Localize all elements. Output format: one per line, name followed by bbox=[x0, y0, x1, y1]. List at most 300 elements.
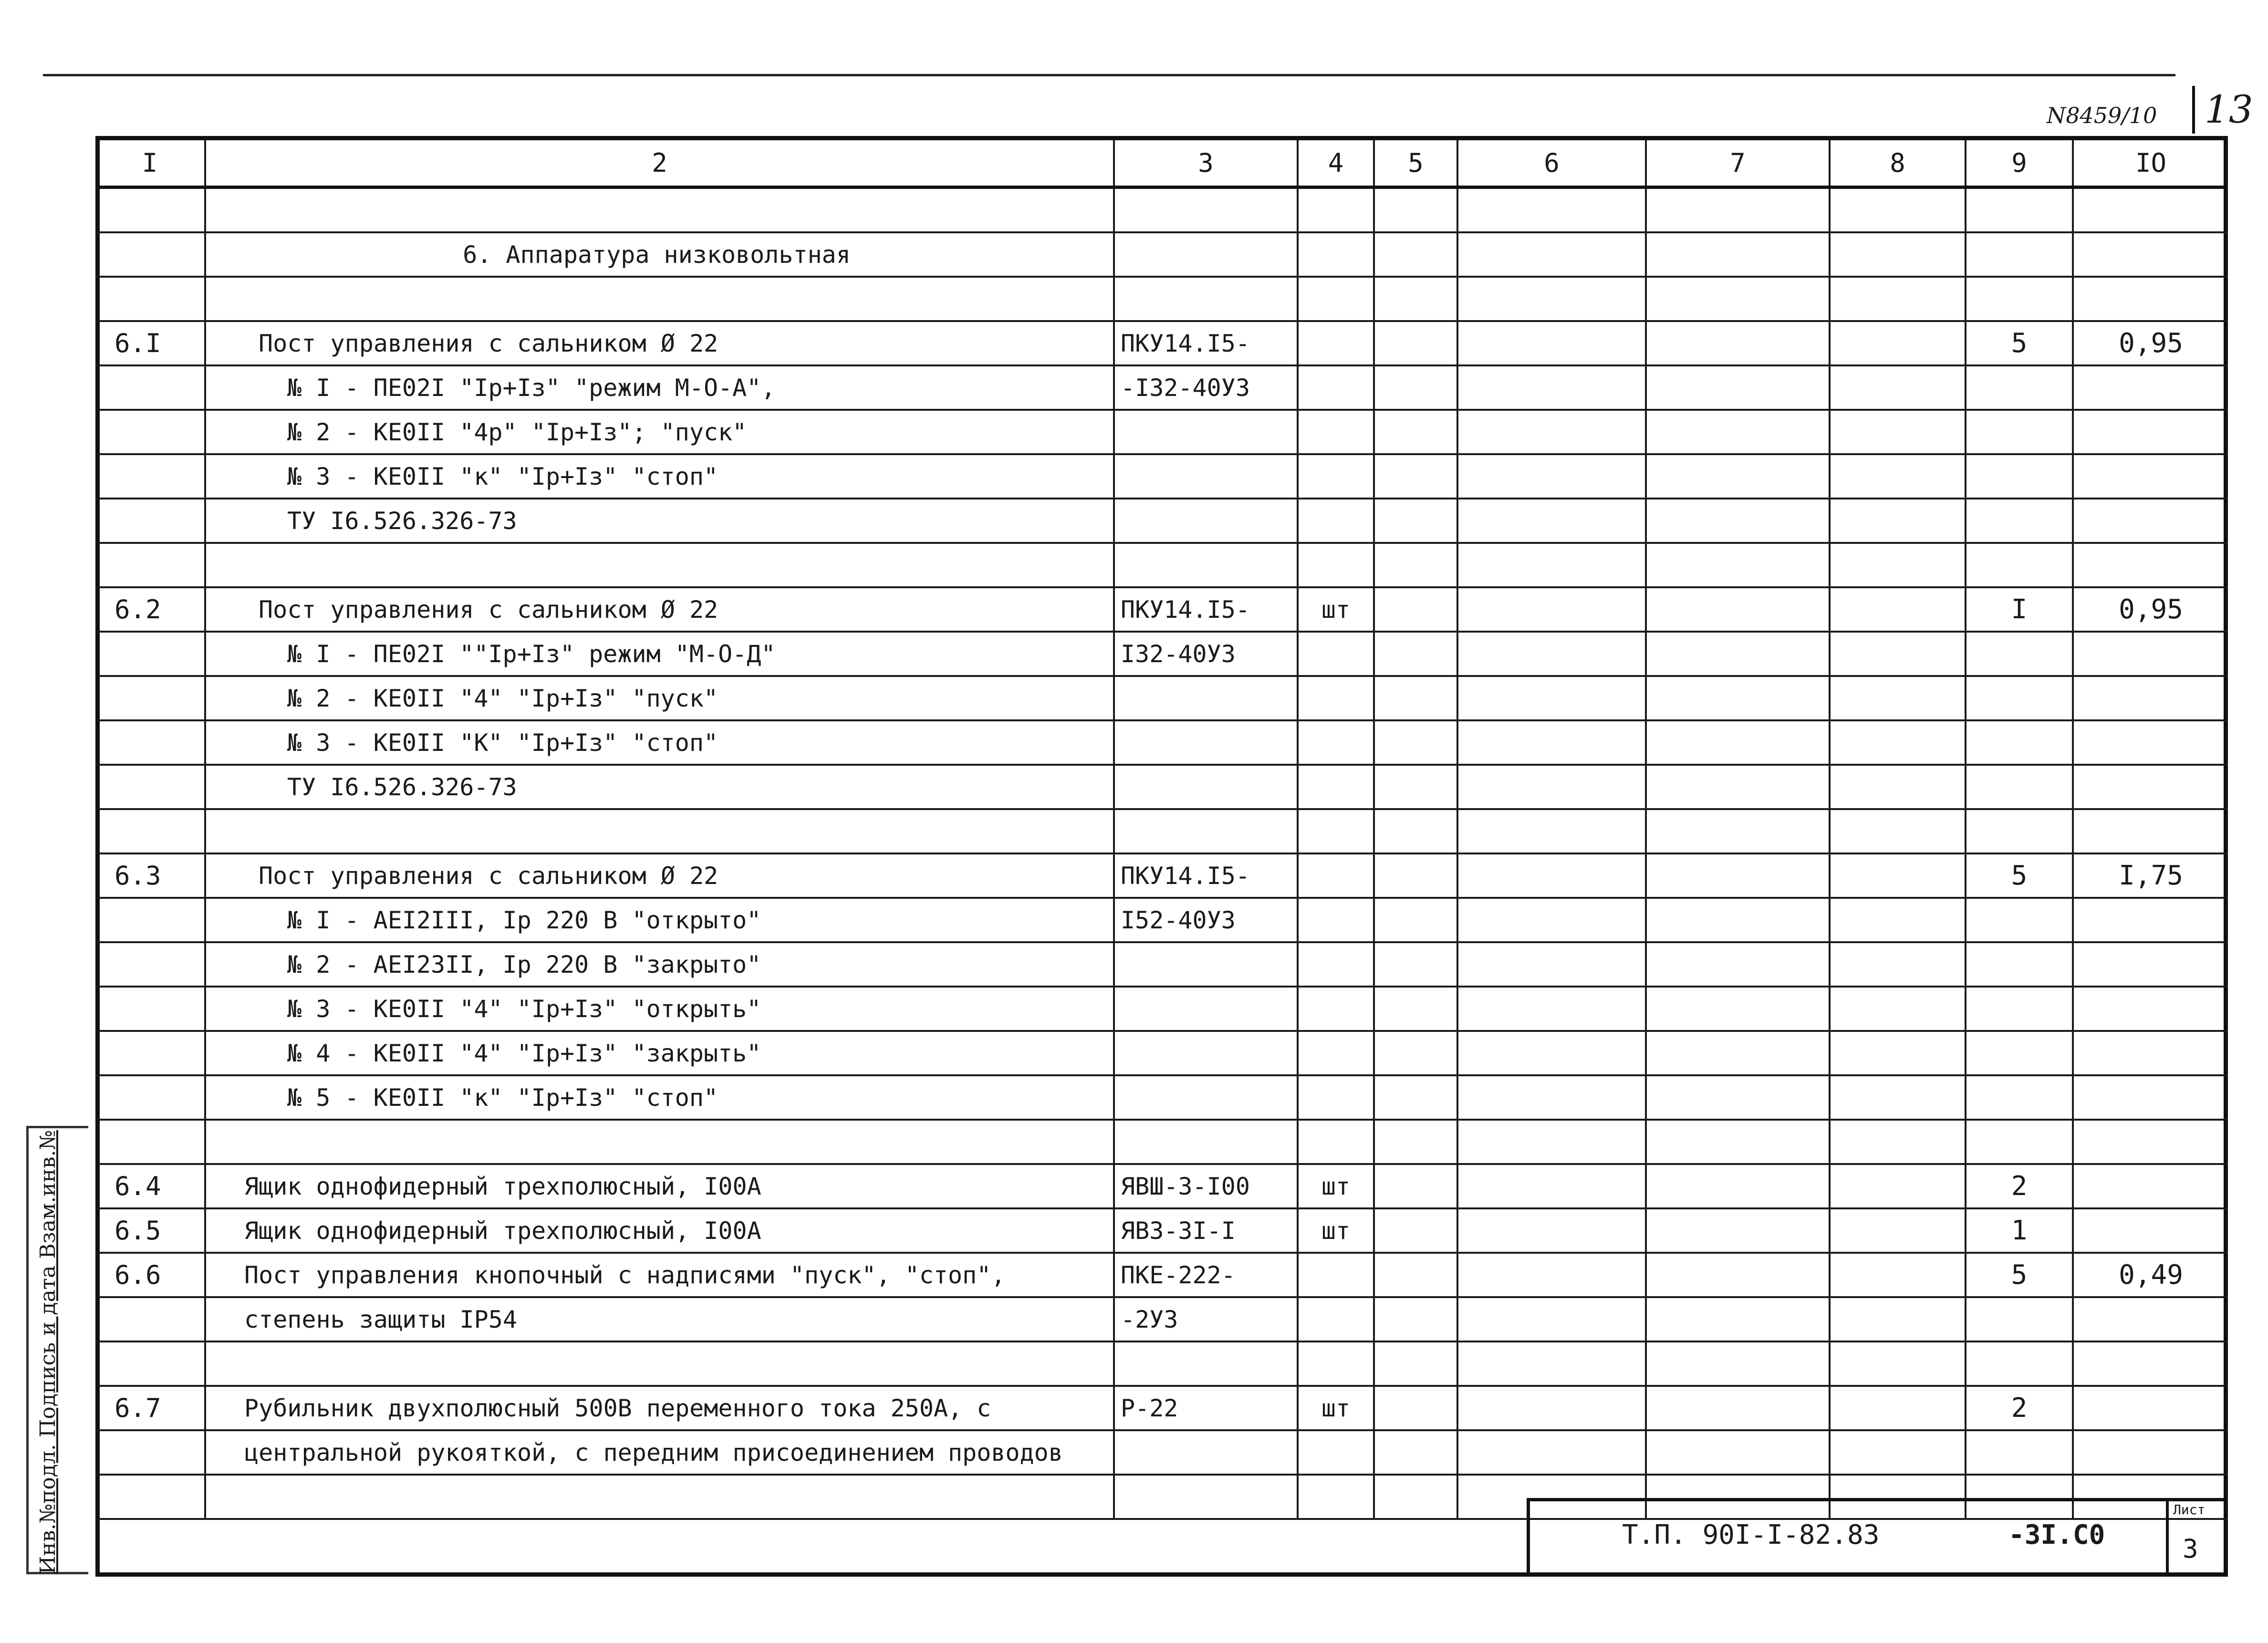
table-row bbox=[95, 277, 2228, 321]
quantity-cell: 1 bbox=[1966, 1208, 2073, 1253]
empty-cell bbox=[1646, 1386, 1830, 1430]
empty-cell bbox=[1457, 1075, 1646, 1120]
unit-cell bbox=[1298, 499, 1374, 543]
unit-cell: шт bbox=[1298, 1386, 1374, 1430]
empty-cell bbox=[1830, 321, 1966, 365]
quantity-cell bbox=[1966, 365, 2073, 410]
empty-cell bbox=[1830, 1075, 1966, 1120]
weight-cell bbox=[2073, 365, 2228, 410]
unit-cell bbox=[1298, 232, 1374, 277]
mark-cell: ПКУ14.I5- bbox=[1114, 321, 1298, 365]
quantity-cell bbox=[1966, 1031, 2073, 1075]
empty-cell bbox=[1374, 321, 1457, 365]
position-cell bbox=[95, 720, 205, 765]
quantity-cell: 2 bbox=[1966, 1386, 2073, 1430]
position-cell bbox=[95, 277, 205, 321]
empty-cell bbox=[1374, 543, 1457, 587]
table-row bbox=[95, 1253, 2228, 1297]
empty-cell bbox=[1457, 187, 1646, 233]
mark-cell bbox=[1114, 1341, 1298, 1386]
empty-cell bbox=[1646, 1341, 1830, 1386]
empty-cell bbox=[1646, 676, 1830, 720]
empty-cell bbox=[1830, 1164, 1966, 1208]
quantity-cell bbox=[1966, 720, 2073, 765]
empty-cell bbox=[1646, 898, 1830, 942]
quantity-cell: 5 bbox=[1966, 853, 2073, 898]
empty-cell bbox=[1457, 987, 1646, 1031]
name-cell: № I - ПЕ02I "Iр+Iз" "режим М-О-А", bbox=[205, 365, 1114, 410]
quantity-cell bbox=[1966, 1430, 2073, 1475]
quantity-cell: I bbox=[1966, 587, 2073, 632]
mark-cell bbox=[1114, 1430, 1298, 1475]
empty-cell bbox=[1374, 1120, 1457, 1164]
unit-cell bbox=[1298, 277, 1374, 321]
weight-cell bbox=[2073, 898, 2228, 942]
empty-cell bbox=[1830, 632, 1966, 676]
empty-cell bbox=[1374, 898, 1457, 942]
mark-cell: -I32-40У3 bbox=[1114, 365, 1298, 410]
weight-cell bbox=[2073, 499, 2228, 543]
unit-cell: шт bbox=[1298, 1164, 1374, 1208]
unit-cell bbox=[1298, 1075, 1374, 1120]
mark-cell: Р-22 bbox=[1114, 1386, 1298, 1430]
table-row bbox=[95, 232, 2228, 277]
weight-cell bbox=[2073, 1297, 2228, 1341]
unit-cell bbox=[1298, 1120, 1374, 1164]
weight-cell bbox=[2073, 765, 2228, 809]
empty-cell bbox=[1457, 1164, 1646, 1208]
position-cell: 6.5 bbox=[95, 1208, 205, 1253]
position-cell bbox=[95, 1341, 205, 1386]
unit-cell bbox=[1298, 898, 1374, 942]
quantity-cell bbox=[1966, 632, 2073, 676]
empty-cell bbox=[1457, 809, 1646, 853]
name-cell bbox=[205, 1475, 1114, 1519]
mark-cell bbox=[1114, 187, 1298, 233]
name-cell: Пост управления с сальником Ø 22 bbox=[205, 321, 1114, 365]
unit-cell bbox=[1298, 676, 1374, 720]
name-cell bbox=[205, 1120, 1114, 1164]
empty-cell bbox=[1830, 187, 1966, 233]
unit-cell bbox=[1298, 632, 1374, 676]
mark-cell: I32-40У3 bbox=[1114, 632, 1298, 676]
position-cell bbox=[95, 765, 205, 809]
name-cell: Пост управления с сальником Ø 22 bbox=[205, 587, 1114, 632]
empty-cell bbox=[1646, 1297, 1830, 1341]
weight-cell: I,75 bbox=[2073, 853, 2228, 898]
quantity-cell bbox=[1966, 1120, 2073, 1164]
column-header-4: 4 bbox=[1298, 138, 1374, 187]
empty-cell bbox=[1830, 587, 1966, 632]
empty-cell bbox=[1830, 1208, 1966, 1253]
empty-cell bbox=[1457, 1120, 1646, 1164]
mark-cell bbox=[1114, 1031, 1298, 1075]
name-cell bbox=[205, 187, 1114, 233]
unit-cell bbox=[1298, 987, 1374, 1031]
position-cell bbox=[95, 632, 205, 676]
table-row bbox=[95, 898, 2228, 942]
column-header-8: 8 bbox=[1830, 138, 1966, 187]
sheet-number-top: 13 bbox=[2192, 86, 2245, 134]
empty-cell bbox=[1457, 1208, 1646, 1253]
empty-cell bbox=[1646, 809, 1830, 853]
header-row bbox=[95, 138, 2228, 187]
weight-cell bbox=[2073, 232, 2228, 277]
sheet-code: N8459/10 bbox=[2047, 103, 2157, 128]
mark-cell bbox=[1114, 942, 1298, 987]
mark-cell bbox=[1114, 543, 1298, 587]
empty-cell bbox=[1374, 410, 1457, 454]
weight-cell bbox=[2073, 543, 2228, 587]
empty-cell bbox=[1646, 454, 1830, 499]
column-header-2: 2 bbox=[205, 138, 1114, 187]
quantity-cell bbox=[1966, 1297, 2073, 1341]
column-header-3: 3 bbox=[1114, 138, 1298, 187]
name-cell: № 4 - КЕ0II "4" "Iр+Iз" "закрыть" bbox=[205, 1031, 1114, 1075]
name-cell: Ящик однофидерный трехполюсный, I00А bbox=[205, 1164, 1114, 1208]
empty-cell bbox=[1374, 853, 1457, 898]
table-row bbox=[95, 720, 2228, 765]
table-row bbox=[95, 587, 2228, 632]
position-cell: 6.4 bbox=[95, 1164, 205, 1208]
unit-cell bbox=[1298, 720, 1374, 765]
name-cell: № 5 - КЕ0II "к" "Iр+Iз" "стоп" bbox=[205, 1075, 1114, 1120]
empty-cell bbox=[1646, 632, 1830, 676]
weight-cell bbox=[2073, 809, 2228, 853]
position-cell: 6.6 bbox=[95, 1253, 205, 1297]
empty-cell bbox=[1830, 676, 1966, 720]
empty-cell bbox=[1830, 1386, 1966, 1430]
empty-cell bbox=[1646, 410, 1830, 454]
empty-cell bbox=[1374, 1430, 1457, 1475]
table-row bbox=[95, 1341, 2228, 1386]
quantity-cell bbox=[1966, 187, 2073, 233]
weight-cell: 0,49 bbox=[2073, 1253, 2228, 1297]
table-row bbox=[95, 765, 2228, 809]
position-cell: 6.7 bbox=[95, 1386, 205, 1430]
table-row bbox=[95, 410, 2228, 454]
empty-cell bbox=[1457, 543, 1646, 587]
position-cell bbox=[95, 676, 205, 720]
empty-cell bbox=[1646, 499, 1830, 543]
unit-cell bbox=[1298, 1031, 1374, 1075]
position-cell bbox=[95, 187, 205, 233]
column-header-6: 6 bbox=[1457, 138, 1646, 187]
empty-cell bbox=[1646, 1253, 1830, 1297]
empty-cell bbox=[1646, 720, 1830, 765]
mark-cell: ПКУ14.I5- bbox=[1114, 587, 1298, 632]
table-row bbox=[95, 187, 2228, 233]
name-cell: 6. Аппаратура низковольтная bbox=[205, 232, 1114, 277]
empty-cell bbox=[1830, 410, 1966, 454]
unit-cell bbox=[1298, 765, 1374, 809]
empty-cell bbox=[1374, 1475, 1457, 1519]
empty-cell bbox=[1646, 942, 1830, 987]
position-cell bbox=[95, 543, 205, 587]
empty-cell bbox=[1457, 1341, 1646, 1386]
quantity-cell bbox=[1966, 898, 2073, 942]
mark-cell: ПКЕ-222- bbox=[1114, 1253, 1298, 1297]
mark-cell: -2У3 bbox=[1114, 1297, 1298, 1341]
empty-cell bbox=[1374, 454, 1457, 499]
position-cell bbox=[95, 987, 205, 1031]
unit-cell bbox=[1298, 853, 1374, 898]
empty-cell bbox=[1646, 853, 1830, 898]
empty-cell bbox=[1646, 1120, 1830, 1164]
name-cell bbox=[205, 1341, 1114, 1386]
weight-cell bbox=[2073, 1075, 2228, 1120]
empty-cell bbox=[1830, 232, 1966, 277]
position-cell bbox=[95, 942, 205, 987]
empty-cell bbox=[1374, 587, 1457, 632]
empty-cell bbox=[1374, 632, 1457, 676]
empty-cell bbox=[1830, 365, 1966, 410]
unit-cell bbox=[1298, 187, 1374, 233]
empty-cell bbox=[1374, 277, 1457, 321]
table-row bbox=[95, 365, 2228, 410]
empty-cell bbox=[1646, 587, 1830, 632]
empty-cell bbox=[1830, 499, 1966, 543]
empty-cell bbox=[1457, 1386, 1646, 1430]
quantity-cell bbox=[1966, 765, 2073, 809]
weight-cell bbox=[2073, 1208, 2228, 1253]
empty-cell bbox=[1457, 365, 1646, 410]
table-row bbox=[95, 809, 2228, 853]
empty-cell bbox=[1457, 277, 1646, 321]
empty-cell bbox=[1457, 587, 1646, 632]
quantity-cell bbox=[1966, 232, 2073, 277]
empty-cell bbox=[1374, 1075, 1457, 1120]
position-cell bbox=[95, 1297, 205, 1341]
mark-cell bbox=[1114, 232, 1298, 277]
empty-cell bbox=[1457, 720, 1646, 765]
name-cell: Рубильник двухполюсный 500В переменного тока 250А, с bbox=[205, 1386, 1114, 1430]
weight-cell: 0,95 bbox=[2073, 321, 2228, 365]
empty-cell bbox=[1646, 277, 1830, 321]
empty-cell bbox=[1830, 942, 1966, 987]
empty-cell bbox=[1457, 1031, 1646, 1075]
weight-cell bbox=[2073, 1341, 2228, 1386]
quantity-cell bbox=[1966, 942, 2073, 987]
quantity-cell bbox=[1966, 410, 2073, 454]
unit-cell bbox=[1298, 809, 1374, 853]
position-cell bbox=[95, 232, 205, 277]
table-row bbox=[95, 987, 2228, 1031]
empty-cell bbox=[1830, 1253, 1966, 1297]
position-cell bbox=[95, 454, 205, 499]
empty-cell bbox=[1457, 499, 1646, 543]
sheet-label: Лист bbox=[2173, 1502, 2206, 1518]
mark-cell: ПКУ14.I5- bbox=[1114, 853, 1298, 898]
empty-cell bbox=[1457, 410, 1646, 454]
position-cell bbox=[95, 809, 205, 853]
empty-cell bbox=[1457, 898, 1646, 942]
empty-cell bbox=[1830, 853, 1966, 898]
mark-cell bbox=[1114, 1475, 1298, 1519]
document-suffix: -3I.C0 bbox=[2008, 1519, 2105, 1550]
empty-cell bbox=[1457, 765, 1646, 809]
empty-cell bbox=[1646, 543, 1830, 587]
name-cell bbox=[205, 277, 1114, 321]
table-row bbox=[95, 1031, 2228, 1075]
table-row bbox=[95, 676, 2228, 720]
unit-cell bbox=[1298, 1475, 1374, 1519]
empty-cell bbox=[1646, 765, 1830, 809]
position-cell bbox=[95, 365, 205, 410]
name-cell: № 2 - КЕ0II "4р" "Iр+Iз"; "пуск" bbox=[205, 410, 1114, 454]
quantity-cell bbox=[1966, 277, 2073, 321]
name-cell: № 3 - КЕ0II "4" "Iр+Iз" "открыть" bbox=[205, 987, 1114, 1031]
empty-cell bbox=[1374, 720, 1457, 765]
empty-cell bbox=[1830, 765, 1966, 809]
weight-cell bbox=[2073, 1430, 2228, 1475]
empty-cell bbox=[1646, 187, 1830, 233]
mark-cell bbox=[1114, 765, 1298, 809]
position-cell bbox=[95, 1475, 205, 1519]
empty-cell bbox=[1830, 1031, 1966, 1075]
empty-cell bbox=[1646, 321, 1830, 365]
quantity-cell bbox=[1966, 454, 2073, 499]
name-cell: степень защиты IР54 bbox=[205, 1297, 1114, 1341]
table-row bbox=[95, 1120, 2228, 1164]
column-header-1: I bbox=[95, 138, 205, 187]
empty-cell bbox=[1374, 1208, 1457, 1253]
position-cell: 6.3 bbox=[95, 853, 205, 898]
table-row bbox=[95, 1208, 2228, 1253]
empty-cell bbox=[1457, 454, 1646, 499]
position-cell bbox=[95, 410, 205, 454]
empty-cell bbox=[1646, 1031, 1830, 1075]
weight-cell bbox=[2073, 1031, 2228, 1075]
weight-cell bbox=[2073, 1164, 2228, 1208]
unit-cell bbox=[1298, 543, 1374, 587]
name-cell: № 3 - КЕ0II "К" "Iр+Iз" "стоп" bbox=[205, 720, 1114, 765]
name-cell: Пост управления кнопочный с надписями "пуск", "стоп", bbox=[205, 1253, 1114, 1297]
quantity-cell bbox=[1966, 543, 2073, 587]
weight-cell bbox=[2073, 1120, 2228, 1164]
quantity-cell bbox=[1966, 676, 2073, 720]
empty-cell bbox=[1830, 454, 1966, 499]
table-body bbox=[95, 187, 2228, 1519]
document-number: Т.П. 90I-I-82.83 bbox=[1622, 1519, 1880, 1550]
empty-cell bbox=[1830, 987, 1966, 1031]
empty-cell bbox=[1457, 1430, 1646, 1475]
empty-cell bbox=[1457, 853, 1646, 898]
table-row bbox=[95, 942, 2228, 987]
position-cell bbox=[95, 898, 205, 942]
quantity-cell: 2 bbox=[1966, 1164, 2073, 1208]
column-header-9: 9 bbox=[1966, 138, 2073, 187]
quantity-cell: 5 bbox=[1966, 1253, 2073, 1297]
empty-cell bbox=[1830, 277, 1966, 321]
name-cell bbox=[205, 809, 1114, 853]
empty-cell bbox=[1646, 1430, 1830, 1475]
table-row bbox=[95, 454, 2228, 499]
weight-cell bbox=[2073, 676, 2228, 720]
position-cell bbox=[95, 1120, 205, 1164]
unit-cell: шт bbox=[1298, 587, 1374, 632]
unit-cell bbox=[1298, 410, 1374, 454]
column-header-7: 7 bbox=[1646, 138, 1830, 187]
empty-cell bbox=[1374, 987, 1457, 1031]
mark-cell bbox=[1114, 1120, 1298, 1164]
empty-cell bbox=[1374, 765, 1457, 809]
position-cell: 6.I bbox=[95, 321, 205, 365]
quantity-cell bbox=[1966, 987, 2073, 1031]
empty-cell bbox=[1374, 1386, 1457, 1430]
empty-cell bbox=[1830, 543, 1966, 587]
empty-cell bbox=[1374, 499, 1457, 543]
position-cell bbox=[95, 1031, 205, 1075]
mark-cell bbox=[1114, 987, 1298, 1031]
weight-cell bbox=[2073, 632, 2228, 676]
empty-cell bbox=[1374, 1341, 1457, 1386]
table-row bbox=[95, 1430, 2228, 1475]
position-cell bbox=[95, 499, 205, 543]
table-row bbox=[95, 1297, 2228, 1341]
empty-cell bbox=[1457, 1253, 1646, 1297]
name-cell bbox=[205, 543, 1114, 587]
table-row bbox=[95, 853, 2228, 898]
weight-cell bbox=[2073, 277, 2228, 321]
weight-cell bbox=[2073, 720, 2228, 765]
weight-cell bbox=[2073, 454, 2228, 499]
table-row bbox=[95, 321, 2228, 365]
name-cell: № 2 - АЕI23II, Iр 220 В "закрыто" bbox=[205, 942, 1114, 987]
name-cell: № I - ПЕ02I ""Iр+Iз" режим "М-О-Д" bbox=[205, 632, 1114, 676]
unit-cell bbox=[1298, 1253, 1374, 1297]
empty-cell bbox=[1457, 232, 1646, 277]
mark-cell bbox=[1114, 410, 1298, 454]
name-cell: Ящик однофидерный трехполюсный, I00А bbox=[205, 1208, 1114, 1253]
empty-cell bbox=[1830, 898, 1966, 942]
position-cell bbox=[95, 1430, 205, 1475]
table-row bbox=[95, 1386, 2228, 1430]
table-row bbox=[95, 543, 2228, 587]
weight-cell bbox=[2073, 1386, 2228, 1430]
weight-cell bbox=[2073, 987, 2228, 1031]
empty-cell bbox=[1646, 365, 1830, 410]
table-row bbox=[95, 1075, 2228, 1120]
empty-cell bbox=[1374, 365, 1457, 410]
weight-cell bbox=[2073, 410, 2228, 454]
quantity-cell: 5 bbox=[1966, 321, 2073, 365]
mark-cell bbox=[1114, 676, 1298, 720]
empty-cell bbox=[1646, 232, 1830, 277]
quantity-cell bbox=[1966, 1075, 2073, 1120]
mark-cell: I52-40У3 bbox=[1114, 898, 1298, 942]
quantity-cell bbox=[1966, 809, 2073, 853]
weight-cell bbox=[2073, 942, 2228, 987]
empty-cell bbox=[1646, 1075, 1830, 1120]
mark-cell bbox=[1114, 277, 1298, 321]
unit-cell bbox=[1298, 1430, 1374, 1475]
empty-cell bbox=[1457, 321, 1646, 365]
name-cell: № 2 - КЕ0II "4" "Iр+Iз" "пуск" bbox=[205, 676, 1114, 720]
empty-cell bbox=[1374, 942, 1457, 987]
empty-cell bbox=[1457, 942, 1646, 987]
specification-table bbox=[95, 136, 2228, 1520]
empty-cell bbox=[1374, 187, 1457, 233]
table-row bbox=[95, 1164, 2228, 1208]
name-cell: центральной рукояткой, с передним присоединением проводов bbox=[205, 1430, 1114, 1475]
position-cell bbox=[95, 1075, 205, 1120]
unit-cell bbox=[1298, 454, 1374, 499]
unit-cell bbox=[1298, 942, 1374, 987]
column-header-5: 5 bbox=[1374, 138, 1457, 187]
empty-cell bbox=[1646, 987, 1830, 1031]
name-cell: № I - АЕI2III, Iр 220 В "открыто" bbox=[205, 898, 1114, 942]
